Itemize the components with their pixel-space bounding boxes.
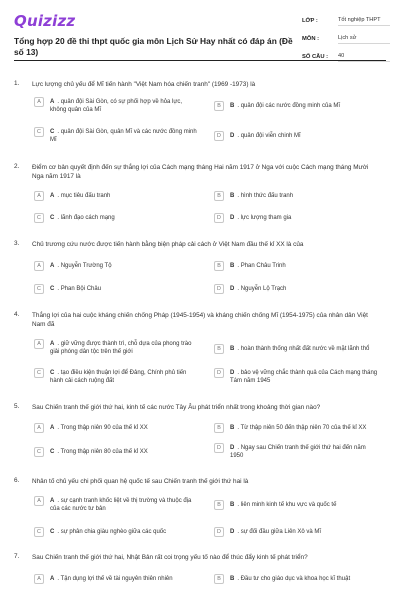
answer-option-b[interactable]: B B . quân đội các nước đồng minh của Mĩ bbox=[214, 102, 379, 111]
worksheet-title: Tổng hợp 20 đề thi thpt quốc gia môn Lịch Sử Hay nhất có đáp án (Đề số 13) bbox=[14, 36, 293, 57]
option-letter: A bbox=[50, 498, 55, 504]
answer-option-a[interactable]: A A . giữ vững được thành trì, chỗ dựa của phong trào giải phóng dân tộc trên thế giới bbox=[34, 340, 199, 356]
option-text: quân đội các nước đồng minh của Mĩ bbox=[240, 103, 341, 109]
option-letter: B bbox=[230, 193, 235, 199]
option-badge: C bbox=[34, 127, 44, 137]
option-text: Ngay sau Chiến tranh thế giới thứ hai đến năm 1950 bbox=[230, 445, 366, 459]
option-letter: C bbox=[50, 449, 55, 455]
question-number: 5. bbox=[14, 403, 20, 410]
option-text: mục tiêu đấu tranh bbox=[60, 193, 111, 199]
question-4 bbox=[14, 311, 386, 329]
answer-option-c[interactable]: C C . Phan Bội Châu bbox=[34, 285, 199, 294]
option-text: giữ vững được thành trì, chỗ dựa của phong trào giải phóng dân tộc trên thế giới bbox=[50, 341, 192, 355]
option-badge: A bbox=[34, 339, 44, 349]
option-badge: B bbox=[214, 344, 224, 354]
option-text: hình thức đấu tranh bbox=[240, 193, 294, 199]
option-badge: A bbox=[34, 261, 44, 271]
option-badge: C bbox=[34, 284, 44, 294]
option-letter: D bbox=[230, 286, 235, 292]
question-count-label: SỐ CÂU : bbox=[302, 54, 329, 60]
option-letter: D bbox=[230, 529, 235, 535]
option-letter: D bbox=[230, 215, 235, 221]
option-badge: B bbox=[214, 191, 224, 201]
question-text: Sau Chiến tranh thế giới thứ hai, kinh tế các nước Tây Âu phát triển nhất trong khoảng thời gian nào? bbox=[32, 404, 321, 411]
option-badge: C bbox=[34, 447, 44, 457]
option-letter: A bbox=[50, 263, 55, 269]
option-badge: D bbox=[214, 368, 224, 378]
answer-option-d[interactable]: D D . sự đối đầu giữa Liên Xô và Mĩ bbox=[214, 528, 379, 537]
subject-value: Lịch sử bbox=[338, 35, 390, 44]
option-letter: A bbox=[50, 193, 55, 199]
answer-option-a[interactable]: A A . sự cạnh tranh khốc liệt về thị trường và thuộc địa của các nước tư bản bbox=[34, 497, 199, 513]
meta-class-row bbox=[302, 14, 390, 28]
option-letter: D bbox=[230, 133, 235, 139]
option-text: sự đối đầu giữa Liên Xô và Mĩ bbox=[240, 529, 322, 535]
option-badge: D bbox=[214, 284, 224, 294]
option-badge: C bbox=[34, 213, 44, 223]
option-badge: B bbox=[214, 423, 224, 433]
option-letter: B bbox=[230, 502, 235, 508]
option-badge: C bbox=[34, 527, 44, 537]
answer-option-c[interactable]: C C . tạo điều kiện thuận lợi để Đảng, Chính phủ tiến hành cải cách ruộng đất bbox=[34, 369, 199, 385]
option-text: tạo điều kiện thuận lợi để Đảng, Chính phủ tiến hành cải cách ruộng đất bbox=[50, 370, 187, 384]
option-badge: B bbox=[214, 574, 224, 584]
answer-option-a[interactable]: A A . quân đội Sài Gòn, có sự phối hợp về hỏa lực, không quân của Mĩ bbox=[34, 98, 199, 114]
option-text: Trong thập niên 80 của thế kỉ XX bbox=[60, 449, 148, 455]
option-letter: C bbox=[50, 286, 55, 292]
question-6 bbox=[14, 477, 386, 486]
meta-count-row bbox=[302, 50, 390, 64]
question-7 bbox=[14, 553, 386, 562]
answer-option-b[interactable]: B B . Đầu tư cho giáo dục và khoa học kĩ thuật bbox=[214, 575, 379, 584]
option-badge: B bbox=[214, 500, 224, 510]
option-badge: A bbox=[34, 574, 44, 584]
answer-option-a[interactable]: A A . Trong thập niên 90 của thế kỉ XX bbox=[34, 424, 199, 433]
answer-option-b[interactable]: B B . liên minh kinh tế khu vực và quốc tế bbox=[214, 501, 379, 510]
option-letter: B bbox=[230, 263, 235, 269]
answer-option-d[interactable]: D D . Ngay sau Chiến tranh thế giới thứ hai đến năm 1950 bbox=[214, 444, 379, 460]
question-3 bbox=[14, 240, 386, 249]
question-count-value: 40 bbox=[338, 53, 390, 62]
answer-option-a[interactable]: A A . mục tiêu đấu tranh bbox=[34, 192, 199, 201]
option-badge: A bbox=[34, 496, 44, 506]
option-text: liên minh kinh tế khu vực và quốc tế bbox=[240, 502, 337, 508]
option-text: quân đội Sài Gòn, có sự phối hợp về hỏa lực, không quân của Mĩ bbox=[50, 99, 183, 113]
answer-option-b[interactable]: B B . hình thức đấu tranh bbox=[214, 192, 379, 201]
option-badge: D bbox=[214, 213, 224, 223]
option-text: sự phân chia giàu nghèo giữa các quốc bbox=[60, 529, 167, 535]
answer-option-b[interactable]: B B . hoàn thành thống nhất đất nước về mặt lãnh thổ bbox=[214, 345, 379, 354]
option-badge: C bbox=[34, 368, 44, 378]
option-letter: A bbox=[50, 576, 55, 582]
option-badge: B bbox=[214, 101, 224, 111]
option-text: bảo vệ vững chắc thành quả của Cách mạng tháng Tám năm 1945 bbox=[230, 370, 378, 384]
subject-label: MÔN : bbox=[302, 36, 320, 42]
header-divider bbox=[14, 60, 386, 61]
question-number: 4. bbox=[14, 311, 20, 318]
answer-option-b[interactable]: B B . Từ thập niên 50 đến thập niên 70 của thế kỉ XX bbox=[214, 424, 379, 433]
option-letter: D bbox=[230, 370, 235, 376]
option-letter: D bbox=[230, 445, 235, 451]
quizizz-logo: Quizizz bbox=[14, 12, 76, 30]
option-letter: B bbox=[230, 103, 235, 109]
answer-option-c[interactable]: C C . lãnh đạo cách mạng bbox=[34, 214, 199, 223]
option-text: Phan Châu Trinh bbox=[240, 263, 286, 269]
meta-subject-row bbox=[302, 32, 390, 46]
question-text: Thắng lợi của hai cuộc kháng chiến chống Pháp (1945-1954) và kháng chiến chống Mĩ (1954-1975) của nhân dân Việt Nam đã bbox=[32, 312, 368, 328]
question-number: 3. bbox=[14, 240, 20, 247]
class-label: LỚP : bbox=[302, 18, 318, 24]
question-number: 7. bbox=[14, 553, 20, 560]
option-badge: A bbox=[34, 97, 44, 107]
question-text: Lực lượng chủ yếu để Mĩ tiến hành "Việt Nam hóa chiến tranh" (1969 -1973) là bbox=[32, 81, 256, 88]
answer-option-a[interactable]: A A . Nguyễn Trường Tộ bbox=[34, 262, 199, 271]
option-letter: B bbox=[230, 576, 235, 582]
option-text: Nguyễn Lộ Trạch bbox=[240, 286, 287, 292]
option-badge: D bbox=[214, 131, 224, 141]
option-text: Đầu tư cho giáo dục và khoa học kĩ thuật bbox=[240, 576, 351, 582]
option-text: quân đội viễn chinh Mĩ bbox=[240, 133, 301, 139]
option-badge: A bbox=[34, 423, 44, 433]
option-badge: A bbox=[34, 191, 44, 201]
question-5 bbox=[14, 403, 386, 412]
option-letter: B bbox=[230, 425, 235, 431]
question-text: Nhân tố chủ yếu chi phối quan hệ quốc tế sau Chiến tranh thế giới thứ hai là bbox=[32, 478, 249, 485]
option-letter: C bbox=[50, 215, 55, 221]
option-text: sự cạnh tranh khốc liệt về thị trường và thuộc địa của các nước tư bản bbox=[50, 498, 192, 512]
option-text: Tận dụng lợi thế về tài nguyên thiên nhiên bbox=[60, 576, 173, 582]
option-letter: A bbox=[50, 341, 55, 347]
option-letter: C bbox=[50, 129, 55, 135]
answer-option-a[interactable]: A A . Tận dụng lợi thế về tài nguyên thiên nhiên bbox=[34, 575, 199, 584]
option-text: Nguyễn Trường Tộ bbox=[60, 263, 112, 269]
answer-option-d[interactable]: D D . bảo vệ vững chắc thành quả của Cách mạng tháng Tám năm 1945 bbox=[214, 369, 379, 385]
option-text: Từ thập niên 50 đến thập niên 70 của thế kỉ XX bbox=[240, 425, 367, 431]
question-number: 2. bbox=[14, 163, 20, 170]
answer-option-c[interactable]: C C . sự phân chia giàu nghèo giữa các quốc bbox=[34, 528, 199, 537]
answer-option-b[interactable]: B B . Phan Châu Trinh bbox=[214, 262, 379, 271]
option-letter: C bbox=[50, 529, 55, 535]
answer-option-c[interactable]: C C . quân đội Sài Gòn, quân Mĩ và các nước đồng minh Mĩ bbox=[34, 128, 199, 144]
option-text: lãnh đạo cách mạng bbox=[60, 215, 115, 221]
option-badge: B bbox=[214, 261, 224, 271]
option-letter: B bbox=[230, 346, 235, 352]
option-text: hoàn thành thống nhất đất nước về mặt lãnh thổ bbox=[240, 346, 370, 352]
answer-option-d[interactable]: D D . Nguyễn Lộ Trạch bbox=[214, 285, 379, 294]
question-number: 6. bbox=[14, 477, 20, 484]
class-value: Tốt nghiệp THPT bbox=[338, 17, 390, 26]
question-text: Điểm cơ bản quyết định đến sự thắng lợi của Cách mạng tháng Hai năm 1917 ở Nga với cuộc Cách mạng tháng Mười Nga năm 1917 là bbox=[32, 164, 369, 180]
answer-option-d[interactable]: D D . lực lượng tham gia bbox=[214, 214, 379, 223]
question-number: 1. bbox=[14, 80, 20, 87]
option-text: quân đội Sài Gòn, quân Mĩ và các nước đồng minh Mĩ bbox=[50, 129, 197, 143]
question-1 bbox=[14, 80, 386, 89]
option-letter: C bbox=[50, 370, 55, 376]
option-badge: D bbox=[214, 527, 224, 537]
answer-option-c[interactable]: C C . Trong thập niên 80 của thế kỉ XX bbox=[34, 448, 199, 457]
question-text: Chủ trương cứu nước được tiến hành bằng biện pháp cải cách ở Việt Nam đầu thế kỉ XX là của bbox=[32, 241, 304, 248]
option-letter: A bbox=[50, 425, 55, 431]
option-text: Phan Bội Châu bbox=[60, 286, 102, 292]
option-badge: D bbox=[214, 443, 224, 453]
question-2 bbox=[14, 163, 386, 181]
question-text: Sau Chiến tranh thế giới thứ hai, Nhật Bản rất coi trọng yếu tố nào để thúc đẩy kinh tế phát triển? bbox=[32, 554, 308, 561]
option-text: lực lượng tham gia bbox=[240, 215, 292, 221]
option-text: Trong thập niên 90 của thế kỉ XX bbox=[60, 425, 148, 431]
option-letter: A bbox=[50, 99, 55, 105]
answer-option-d[interactable]: D D . quân đội viễn chinh Mĩ bbox=[214, 132, 379, 141]
